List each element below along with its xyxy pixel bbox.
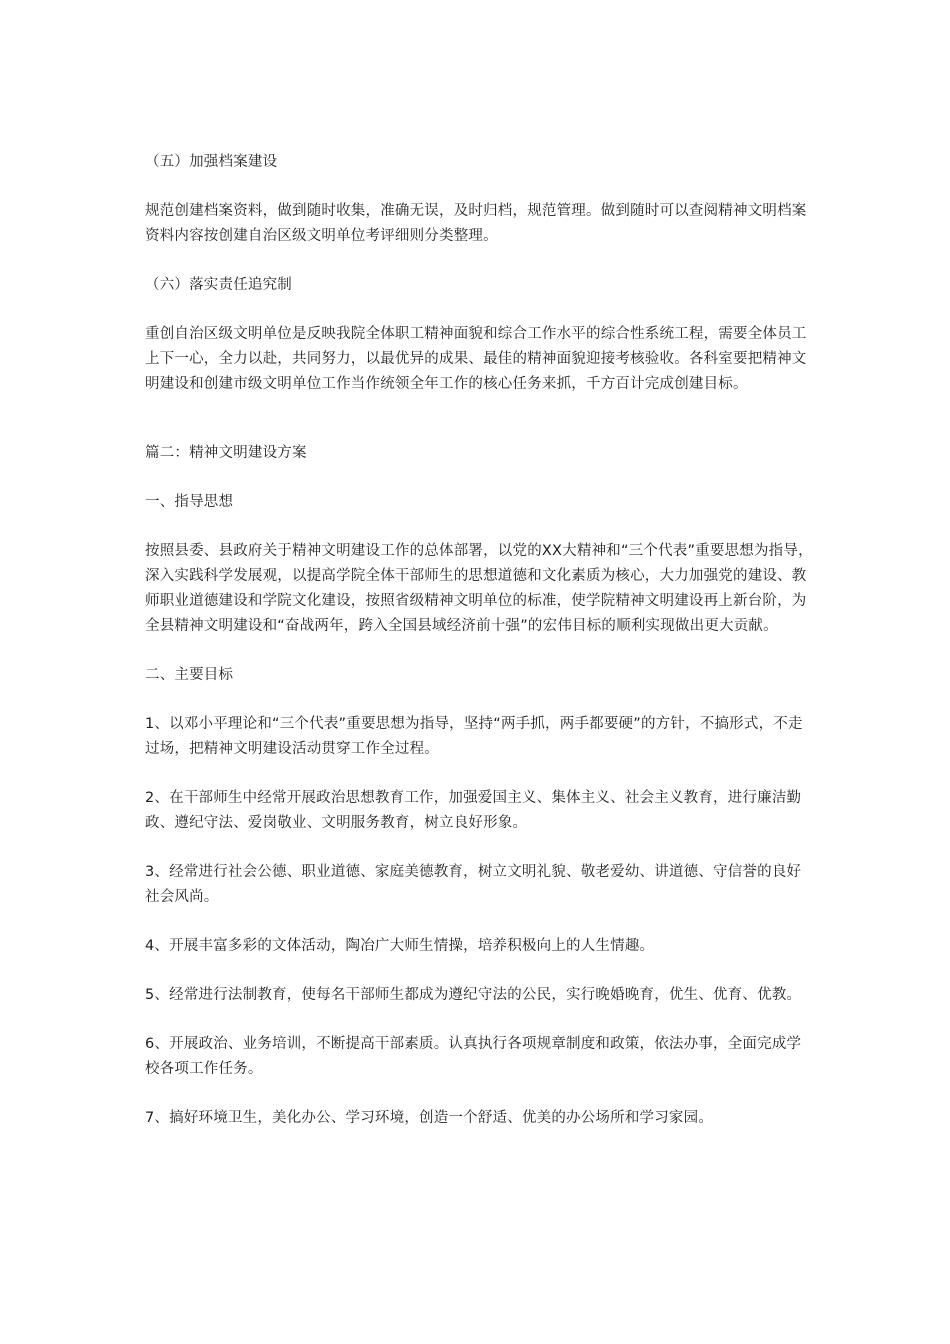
heading-main-goals: 二、主要目标 (145, 667, 234, 683)
goal-item-6: 6、开展政治、业务培训，不断提高干部素质。认真执行各项规章制度和政策，依法办事，全面完成学校各项工作任务。 (145, 1036, 802, 1077)
document-body (145, 150, 815, 1155)
paragraph-responsibility: 重创自治区级文明单位是反映我院全体职工精神面貌和综合工作水平的综合性系统工程，需要全体员工上下一心，全力以赴，共同努力，以最优异的成果、最佳的精神面貌迎接考核验收。各科室要把精神文明建设和创建市级文明单位工作当作统领全年工作的核心任务来抓，千方百计完成创建目标。 (145, 326, 807, 392)
goal-item-5: 5、经常进行法制教育，使每名干部师生都成为遵纪守法的公民，实行晚婚晚育，优生、优育、优教。 (145, 987, 802, 1003)
heading-six: （六）落实责任追究制 (145, 277, 292, 293)
goal-item-1: 1、以邓小平理论和“三个代表”重要思想为指导，坚持“两手抓，两手都要硬”的方针，不搞形式，不走过场，把精神文明建设活动贯穿工作全过程。 (145, 716, 803, 757)
goal-item-3: 3、经常进行社会公德、职业道德、家庭美德教育，树立文明礼貌、敬老爱幼、讲道德、守信誉的良好社会风尚。 (145, 864, 802, 905)
heading-guiding-thought: 一、指导思想 (145, 494, 234, 510)
paragraph-archives: 规范创建档案资料，做到随时收集，准确无误，及时归档，规范管理。做到随时可以查阅精神文明档案资料内容按创建自治区级文明单位考评细则分类整理。 (145, 203, 807, 244)
paragraph-guiding-thought: 按照县委、县政府关于精神文明建设工作的总体部署，以党的XX大精神和“三个代表”重要思想为指导，深入实践科学发展观，以提高学院全体干部师生的思想道德和文化素质为核心，大力加强党的建设、教师职业道德建设和学院文化建设，按照省级精神文明单位的标准，使学院精神文明建设再上新台阶，为全县精神文明建设和“奋战两年，跨入全国县域经济前十强”的宏伟目标的顺利实现做出更大贡献。 (145, 543, 813, 634)
goal-item-7: 7、搞好环境卫生，美化办公、学习环境，创造一个舒适、优美的办公场所和学习家园。 (145, 1110, 714, 1126)
section-title-part-two: 篇二：精神文明建设方案 (145, 445, 307, 461)
goal-item-4: 4、开展丰富多彩的文体活动，陶冶广大师生情操，培养积极向上的人生情趣。 (145, 938, 655, 954)
goal-item-2: 2、在干部师生中经常开展政治思想教育工作，加强爱国主义、集体主义、社会主义教育，进行廉洁勤政、遵纪守法、爱岗敬业、文明服务教育，树立良好形象。 (145, 790, 802, 831)
heading-five: （五）加强档案建设 (145, 154, 278, 170)
